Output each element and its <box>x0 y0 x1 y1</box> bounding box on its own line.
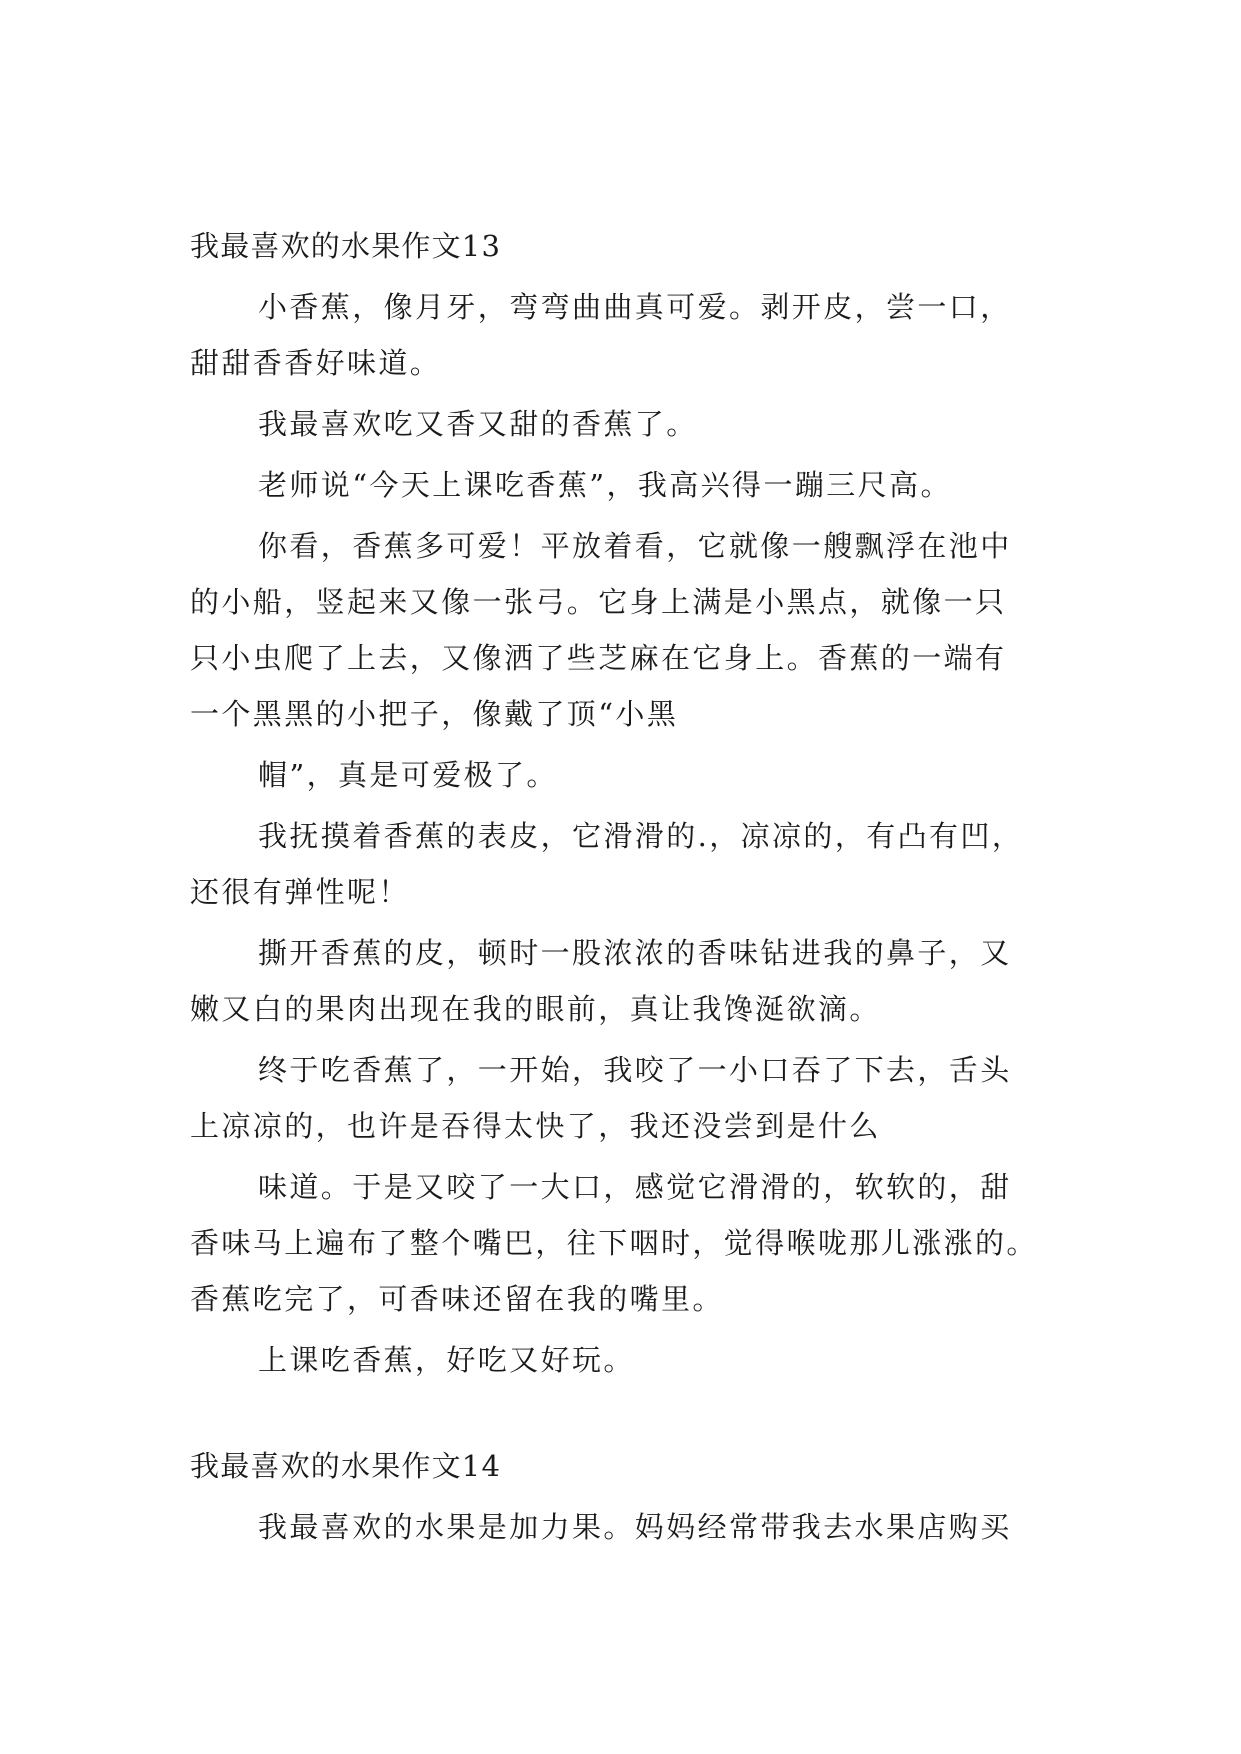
text-line: 只小虫爬了上去，又像洒了些芝麻在它身上。香蕉的一端有 <box>190 641 1007 675</box>
section-title: 我最喜欢的水果作文14 <box>190 1449 502 1483</box>
text-line: 上凉凉的，也许是吞得太快了，我还没尝到是什么 <box>190 1109 881 1143</box>
text-line: 小香蕉，像月牙，弯弯曲曲真可爱。剥开皮，尝一口， <box>258 290 1012 324</box>
text-line: 我最喜欢的水果是加力果。妈妈经常带我去水果店购买 <box>258 1510 1012 1544</box>
text-line: 香蕉吃完了，可香味还留在我的嘴里。 <box>190 1282 724 1316</box>
text-line: 香味马上遍布了整个嘴巴，往下咽时，觉得喉咙那儿涨涨的。 <box>190 1226 1038 1260</box>
text-line: 你看，香蕉多可爱！平放着看，它就像一艘飘浮在池中 <box>258 529 1012 563</box>
text-line: 帽”，真是可爱极了。 <box>258 758 558 792</box>
text-line: 甜甜香香好味道。 <box>190 346 442 380</box>
text-line: 一个黑黑的小把子，像戴了顶“小黑 <box>190 697 679 731</box>
text-line: 的小船，竖起来又像一张弓。它身上满是小黑点，就像一只 <box>190 585 1007 619</box>
text-line: 我最喜欢吃又香又甜的香蕉了。 <box>258 407 698 441</box>
text-line: 撕开香蕉的皮，顿时一股浓浓的香味钻进我的鼻子，又 <box>258 936 1012 970</box>
text-line: 还很有弹性呢！ <box>190 875 410 909</box>
text-line: 上课吃香蕉，好吃又好玩。 <box>258 1343 635 1377</box>
text-line: 嫩又白的果肉出现在我的眼前，真让我馋涎欲滴。 <box>190 992 881 1026</box>
text-line: 味道。于是又咬了一大口，感觉它滑滑的，软软的，甜 <box>258 1170 1012 1204</box>
text-line: 终于吃香蕉了，一开始，我咬了一小口吞了下去，舌头 <box>258 1053 1012 1087</box>
section-title: 我最喜欢的水果作文13 <box>190 229 502 263</box>
text-line: 老师说“今天上课吃香蕉”，我高兴得一蹦三尺高。 <box>258 468 952 502</box>
text-line: 我抚摸着香蕉的表皮，它滑滑的.，凉凉的，有凸有凹， <box>258 819 1024 853</box>
